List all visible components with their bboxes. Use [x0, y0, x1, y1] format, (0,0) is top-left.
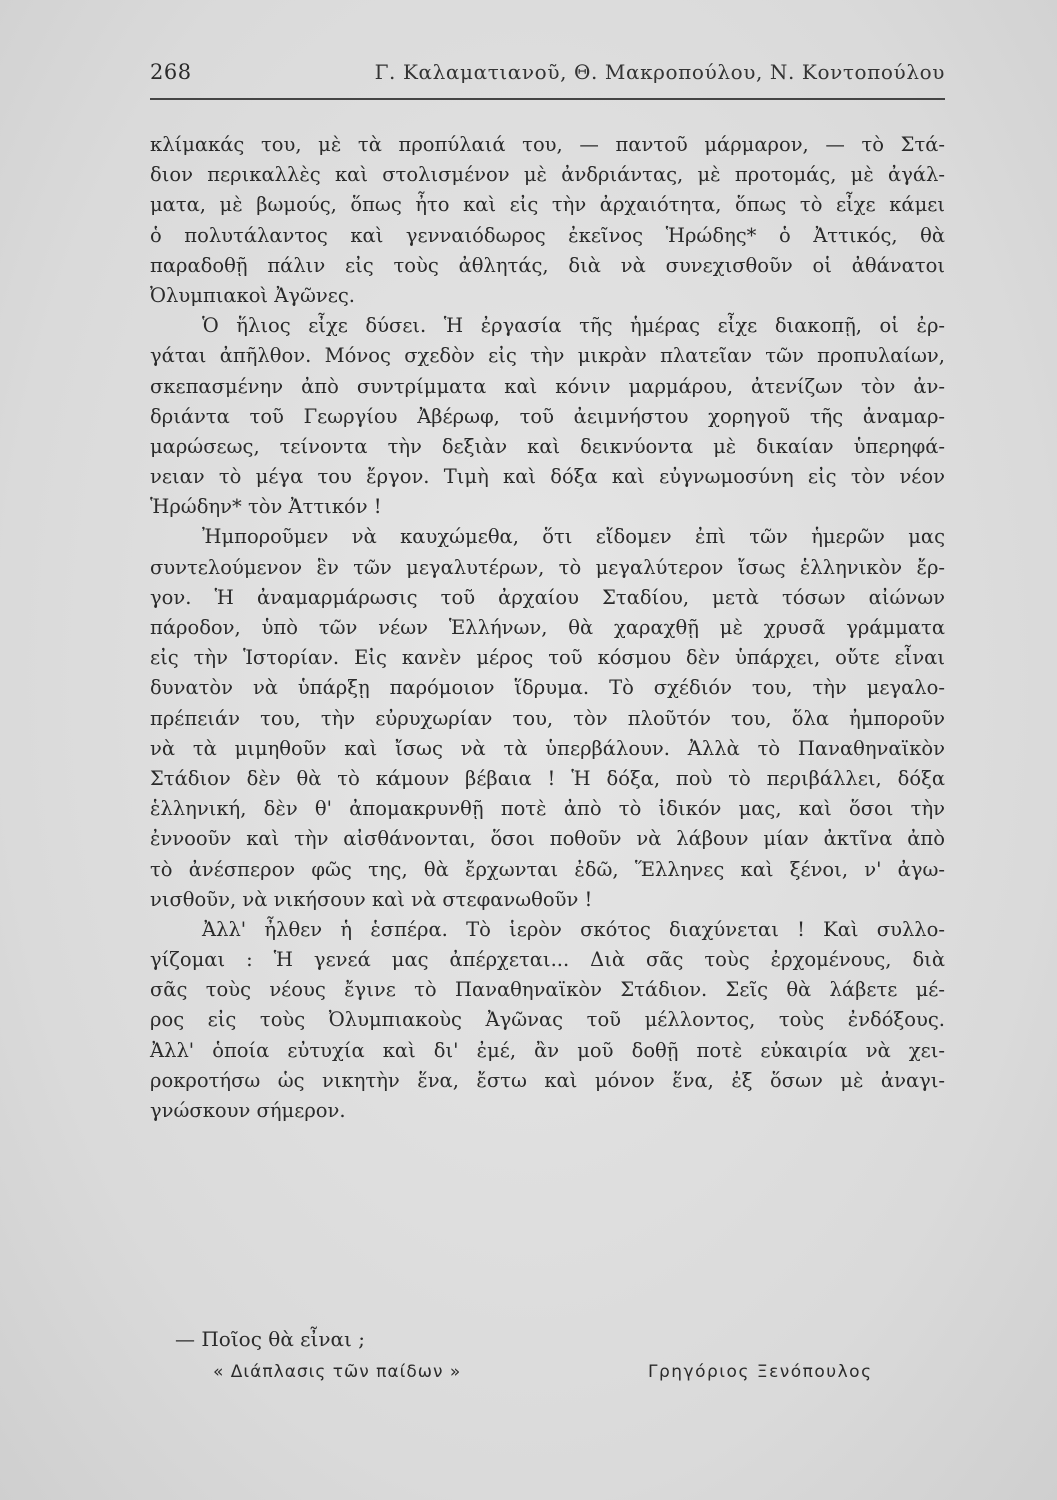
body-text — [150, 130, 945, 1126]
text-line: δυνατὸν νὰ ὑπάρξῃ παρόμοιον ἵδρυμα. Τὸ σχέδιόν του, τὴν μεγαλο- — [150, 676, 945, 700]
page-number: 268 — [150, 60, 192, 84]
text-line: πρέπειάν του, τὴν εὐρυχωρίαν του, τὸν πλοῦτόν του, ὅλα ἠμποροῦν — [150, 706, 945, 730]
text-line: γίζομαι : Ἡ γενεά μας ἀπέρχεται... Διὰ σᾶς τοὺς ἐρχομένους, διὰ — [150, 948, 945, 972]
text-line: ἑλληνική, δὲν θ' ἀπομακρυνθῇ ποτὲ ἀπὸ τὸ ἰδικόν μας, καὶ ὅσοι τὴν — [150, 797, 945, 821]
text-line: κλίμακάς του, μὲ τὰ προπύλαιά του, — παντοῦ μάρμαρον, — τὸ Στά- — [150, 133, 945, 156]
text-line: ὁ πολυτάλαντος καὶ γενναιόδωρος ἐκεῖνος Ἡρώδης* ὁ Ἀττικός, θὰ — [150, 223, 945, 247]
dialogue-line: — Ποῖος θὰ εἶναι ; — [175, 1327, 365, 1351]
text-line: γνώσκουν σήμερον. — [150, 1099, 346, 1122]
text-line: Ὀλυμπιακοὶ Ἀγῶνες. — [150, 283, 355, 307]
text-line: ἐννοοῦν καὶ τὴν αἰσθάνονται, ὅσοι ποθοῦν νὰ λάβουν μίαν ἀκτῖνα ἀπὸ — [150, 827, 945, 851]
text-line: ματα, μὲ βωμούς, ὅπως ἦτο καὶ εἰς τὴν ἀρχαιότητα, ὅπως τὸ εἶχε κάμει — [150, 193, 945, 217]
text-line: διον περικαλλὲς καὶ στολισμένον μὲ ἀνδριάντας, μὲ προτομάς, μὲ ἀγάλ- — [150, 163, 945, 187]
source-citation: « Διάπλασις τῶν παίδων » — [213, 1362, 462, 1382]
text-line: Στάδιον δὲν θὰ τὸ κάμουν βέβαια ! Ἡ δόξα, ποὺ τὸ περιβάλλει, δόξα — [150, 766, 945, 790]
text-line: Ἡρώδην* τὸν Ἀττικόν ! — [150, 495, 382, 519]
text-line: εἰς τὴν Ἱστορίαν. Εἰς κανὲν μέρος τοῦ κόσμου δὲν ὑπάρχει, οὔτε εἶναι — [150, 646, 945, 670]
text-line: ρος εἰς τοὺς Ὀλυμπιακοὺς Ἀγῶνας τοῦ μέλλοντος, τοὺς ἐνδόξους. — [150, 1008, 945, 1032]
text-line: δριάντα τοῦ Γεωργίου Ἀβέρωφ, τοῦ ἀειμνήστου χορηγοῦ τῆς ἀναμαρ- — [150, 404, 945, 428]
text-line: ροκροτήσω ὡς νικητὴν ἕνα, ἔστω καὶ μόνον ἕνα, ἐξ ὅσων μὲ ἀναγι- — [150, 1068, 945, 1092]
text-line: συντελούμενον ἓν τῶν μεγαλυτέρων, τὸ μεγαλύτερον ἴσως ἑλληνικὸν ἔρ- — [150, 555, 945, 579]
text-line: νὰ τὰ μιμηθοῦν καὶ ἴσως νὰ τὰ ὑπερβάλουν. Ἀλλὰ τὸ Παναθηναϊκὸν — [150, 736, 945, 760]
text-line: σᾶς τοὺς νέους ἔγινε τὸ Παναθηναϊκὸν Στάδιον. Σεῖς θὰ λάβετε μέ- — [150, 978, 945, 1002]
text-line: νειαν τὸ μέγα του ἔργον. Τιμὴ καὶ δόξα καὶ εὐγνωμοσύνη εἰς τὸν νέον — [150, 465, 945, 489]
text-line: παραδοθῇ πάλιν εἰς τοὺς ἀθλητάς, διὰ νὰ συνεχισθοῦν οἱ ἀθάνατοι — [150, 253, 945, 277]
text-line: γον. Ἡ ἀναμαρμάρωσις τοῦ ἀρχαίου Σταδίου, μετὰ τόσων αἰώνων — [150, 585, 945, 609]
text-line: Ἠμποροῦμεν νὰ καυχώμεθα, ὅτι εἴδομεν ἐπὶ τῶν ἡμερῶν μας — [202, 525, 945, 549]
text-line: Ὁ ἥλιος εἶχε δύσει. Ἡ ἐργασία τῆς ἡμέρας εἶχε διακοπῇ, οἱ ἐρ- — [202, 314, 945, 338]
text-line: νισθοῦν, νὰ νικήσουν καὶ νὰ στεφανωθοῦν ! — [150, 887, 593, 911]
author-signature: Γρηγόριος Ξενόπουλος — [648, 1362, 873, 1382]
page-header — [150, 58, 945, 100]
text-line: τὸ ἀνέσπερον φῶς της, θὰ ἔρχωνται ἐδῶ, Ἕλληνες καὶ ξένοι, ν' ἀγω- — [150, 857, 945, 881]
text-line: πάροδον, ὑπὸ τῶν νέων Ἑλλήνων, θὰ χαραχθῇ μὲ χρυσᾶ γράμματα — [150, 616, 945, 639]
text-line: γάται ἀπῆλθον. Μόνος σχεδὸν εἰς τὴν μικρὰν πλατεῖαν τῶν προπυλαίων, — [150, 344, 945, 368]
text-line: σκεπασμένην ἀπὸ συντρίμματα καὶ κόνιν μαρμάρου, ἀτενίζων τὸν ἀν- — [150, 374, 945, 398]
text-line: Ἀλλ' ἦλθεν ἡ ἑσπέρα. Τὸ ἱερὸν σκότος διαχύνεται ! Καὶ συλλο- — [202, 917, 945, 941]
running-title: Γ. Καλαματιανοῦ, Θ. Μακροπούλου, Ν. Κοντοπούλου — [374, 60, 945, 84]
text-line: Ἀλλ' ὁποία εὐτυχία καὶ δι' ἐμέ, ἂν μοῦ δοθῇ ποτὲ εὐκαιρία νὰ χει- — [150, 1038, 945, 1062]
text-line: μαρώσεως, τείνοντα τὴν δεξιὰν καὶ δεικνύοντα μὲ δικαίαν ὑπερηφά- — [150, 434, 945, 458]
